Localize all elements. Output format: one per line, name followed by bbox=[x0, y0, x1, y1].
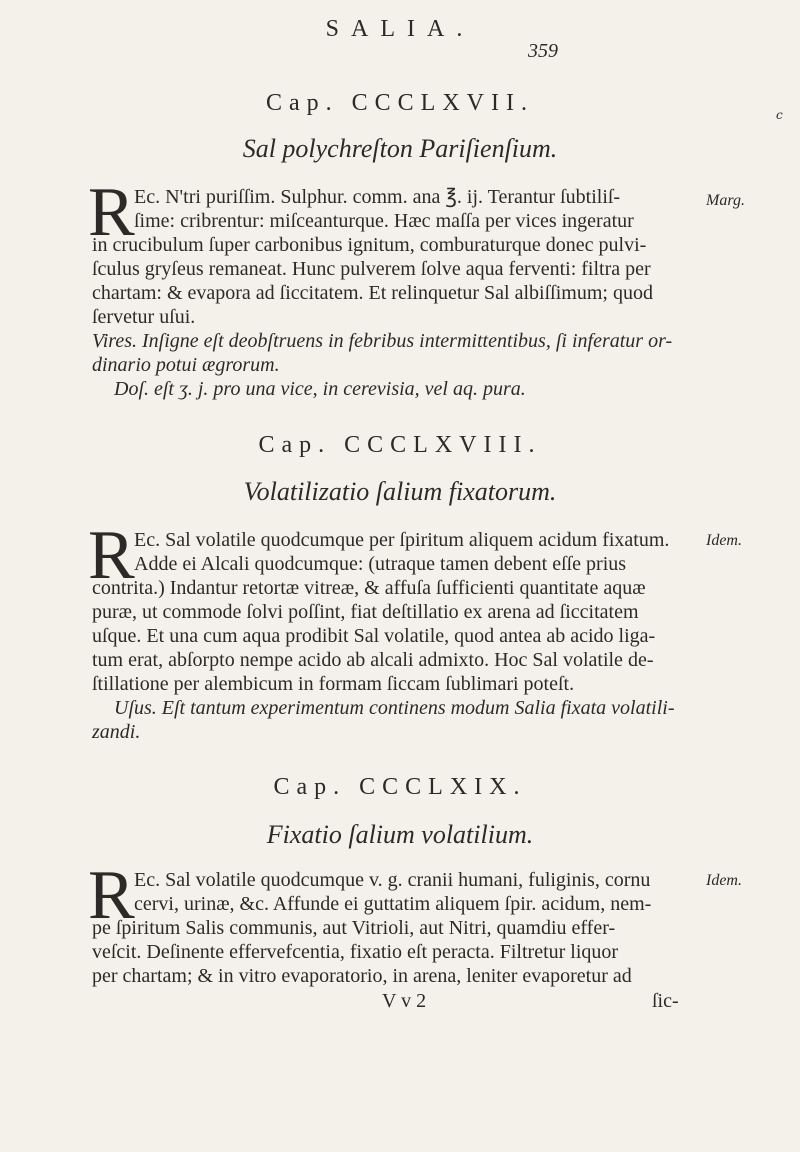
margin-note-idem: Idem. bbox=[706, 532, 742, 549]
drop-cap: R bbox=[88, 517, 135, 594]
chapter-heading-369: Cap. CCCLXIX. bbox=[273, 774, 527, 800]
text-line: pe ſpiritum Salis communis, aut Vitrioli, aut Nitri, quamdiu effer- bbox=[92, 917, 616, 939]
corner-mark: c bbox=[776, 108, 783, 122]
chapter-heading-367: Cap. CCCLXVII. bbox=[266, 90, 534, 116]
text-line: ſime: cribrentur: miſceanturque. Hæc maſſa per vices ingeratur bbox=[134, 210, 634, 232]
text-line: ſculus gryſeus remaneat. Hunc pulverem ſolve aqua ferventi: filtra per bbox=[92, 258, 651, 280]
text-line: in crucibulum ſuper carbonibus ignitum, comburaturque donec pulvi- bbox=[92, 234, 647, 256]
text-line: uſque. Et una cum aqua prodibit Sal volatile, quod antea ab acido liga- bbox=[92, 625, 656, 647]
signature-mark: V v 2 bbox=[382, 990, 427, 1012]
drop-cap: R bbox=[88, 174, 135, 251]
vires-line: Vires. Inſigne eſt deobſtruens in febribus intermittentibus, ſi inferatur or- bbox=[92, 330, 673, 352]
text-line: Ec. Sal volatile quodcumque v. g. cranii humani, fuliginis, cornu bbox=[134, 869, 651, 891]
text-line: ſtillatione per alembicum in formam ſiccam ſublimari poteſt. bbox=[92, 673, 575, 695]
text-line: per chartam; & in vitro evaporatorio, in arena, leniter evaporetur ad bbox=[92, 965, 632, 987]
catchword: ſic- bbox=[652, 990, 679, 1012]
text-line: Adde ei Alcali quodcumque: (utraque tamen debent eſſe prius bbox=[134, 553, 627, 575]
dosis-line: Doſ. eſt ʒ. j. pro una vice, in cerevisia, vel aq. pura. bbox=[114, 378, 526, 400]
chapter-title-367: Sal polychreſton Pariſienſium. bbox=[242, 134, 558, 163]
text-line: veſcit. Deſinente effervefcentia, fixatio eſt peracta. Filtretur liquor bbox=[92, 941, 619, 963]
text-line: tum erat, abſorpto nempe acido ab alcali admixto. Hoc Sal volatile de- bbox=[92, 649, 654, 671]
text-line: chartam: & evapora ad ſiccitatem. Et relinquetur Sal albiſſimum; quod bbox=[92, 282, 653, 304]
chapter-heading-368: Cap. CCCLXVIII. bbox=[258, 432, 542, 458]
usus-line: zandi. bbox=[92, 721, 141, 743]
chapter-title-368: Volatilizatio ſalium fixatorum. bbox=[243, 477, 557, 506]
margin-note-marg: Marg. bbox=[706, 192, 745, 209]
text-line: puræ, ut commode ſolvi poſſint, fiat deſtillatio ex arena ad ſiccitatem bbox=[92, 601, 639, 623]
drop-cap: R bbox=[88, 857, 135, 934]
text-line: contrita.) Indantur retortæ vitreæ, & affuſa ſufficienti quantitate aquæ bbox=[92, 577, 646, 599]
margin-note-idem: Idem. bbox=[706, 872, 742, 889]
usus-line: Uſus. Eſt tantum experimentum continens modum Salia fixata volatili- bbox=[114, 697, 675, 719]
chapter-title-369: Fixatio ſalium volatilium. bbox=[266, 820, 534, 849]
text-line: ſervetur uſui. bbox=[92, 306, 196, 328]
page-number: 359 bbox=[528, 40, 558, 62]
text-line: Ec. Sal volatile quodcumque per ſpiritum aliquem acidum fixatum. bbox=[134, 529, 670, 551]
text-line: cervi, urinæ, &c. Affunde ei guttatim aliquem ſpir. acidum, nem- bbox=[134, 893, 652, 915]
vires-line: dinario potui ægrorum. bbox=[92, 354, 280, 376]
running-head: SALIA. bbox=[325, 16, 475, 42]
text-line: Ec. N'tri puriſſim. Sulphur. comm. ana ℥. ij. Terantur ſubtiliſ- bbox=[134, 186, 621, 208]
